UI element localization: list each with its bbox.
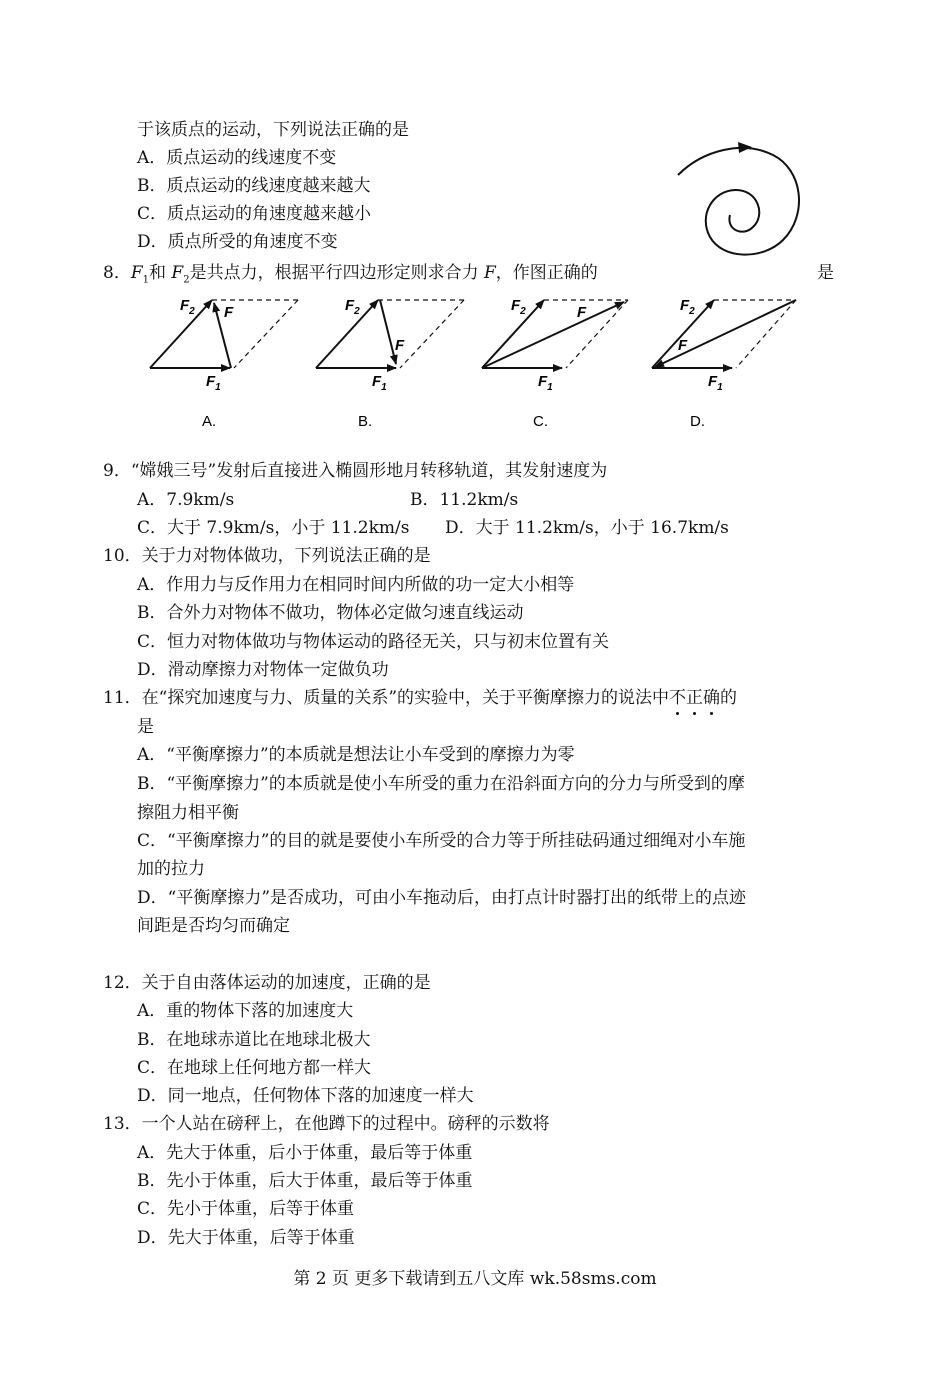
q8-and: 和 — [149, 263, 166, 283]
q12-option-a: A．重的物体下落的加速度大 — [137, 1001, 354, 1021]
q11-stem-text-b: 的 — [720, 688, 738, 708]
q11-stem-continuation: 是 — [137, 717, 154, 737]
q9-option-a: A．7.9km/s — [137, 490, 235, 510]
q10-option-d: D．滑动摩擦力对物体一定做负功 — [137, 660, 389, 680]
q8-stem — [103, 262, 598, 291]
figure-b — [316, 297, 464, 430]
spiral-trajectory-figure — [668, 135, 808, 265]
q10-stem: 10．关于力对物体做功，下列说法正确的是 — [103, 546, 431, 566]
q12-option-b: B．在地球赤道比在地球北极大 — [137, 1030, 371, 1050]
figure-b-f2-label: $F_2$ — [345, 297, 360, 317]
figure-c-f2-label: $F_2$ — [511, 297, 526, 317]
q13-option-c: C．先小于体重，后等于体重 — [137, 1199, 355, 1219]
figure-a-f2-label: $F_2$ — [180, 297, 195, 317]
q11-stem-text-a: 11．在“探究加速度与力、质量的关系”的实验中，关于平衡摩擦力的说法中 — [103, 688, 670, 708]
q10-option-c: C．恒力对物体做功与物体运动的路径无关，只与初末位置有关 — [137, 632, 610, 652]
q8-stem-end: 是 — [817, 263, 834, 283]
q12-option-c: C．在地球上任何地方都一样大 — [137, 1058, 372, 1078]
q9-option-c: C．大于 7.9km/s，小于 11.2km/s — [137, 518, 410, 538]
figure-a — [150, 297, 298, 430]
q9-option-d: D．大于 11.2km/s，小于 16.7km/s — [445, 518, 729, 538]
q13-stem: 13．一个人站在磅秤上，在他蹲下的过程中。磅秤的示数将 — [103, 1114, 550, 1134]
q13-option-b: B．先小于体重，后大于体重，最后等于体重 — [137, 1171, 473, 1191]
q7-option-a: A．质点运动的线速度不变 — [137, 148, 337, 168]
q8-number: 8． — [103, 263, 131, 283]
q11-option-c-continuation: 加的拉力 — [137, 859, 205, 879]
q10-option-a: A．作用力与反作用力在相同时间内所做的功一定大小相等 — [137, 575, 575, 595]
q8-figures — [140, 290, 820, 440]
page-footer[interactable]: 第 2 页 更多下载请到五八文库 wk.58sms.com — [293, 1269, 657, 1289]
q7-stem-continuation: 于该质点的运动，下列说法正确的是 — [137, 120, 409, 140]
q11-option-d-continuation: 间距是否均匀而确定 — [137, 916, 290, 936]
q9-stem: 9．“嫦娥三号”发射后直接进入椭圆形地月转移轨道，其发射速度为 — [103, 461, 608, 481]
figure-c-f1-label: $F_1$ — [538, 373, 553, 393]
q8-stem-text-b: ，作图正确的 — [495, 263, 598, 283]
figure-c — [482, 297, 628, 430]
q11-stem — [103, 687, 737, 709]
q8-f1-symbol: F — [130, 263, 143, 283]
figure-d-label: D. — [690, 413, 705, 430]
q8-stem-text-a: 是共点力，根据平行四边形定则求合力 — [189, 263, 479, 283]
q7-option-c: C．质点运动的角速度越来越小 — [137, 204, 372, 224]
figure-b-label: B. — [358, 413, 373, 430]
q8-f2-symbol: F — [171, 263, 184, 283]
q11-option-b: B．“平衡摩擦力”的本质就是使小车所受的重力在沿斜面方向的分力与所受到的摩 — [137, 774, 745, 794]
q8-f1-subscript: 1 — [142, 274, 149, 286]
figure-d-f1-label: $F_1$ — [708, 373, 723, 393]
q7-option-b: B．质点运动的线速度越来越大 — [137, 176, 371, 196]
q11-option-b-continuation: 擦阻力相平衡 — [137, 803, 239, 823]
q13-option-d: D．先大于体重，后等于体重 — [137, 1228, 355, 1248]
figure-c-label: C. — [533, 413, 548, 430]
figure-a-f-label: F — [224, 304, 234, 321]
q7-option-d: D．质点所受的角速度不变 — [137, 232, 338, 252]
q11-emphasis: 不 正 确 — [669, 688, 720, 708]
figure-d — [652, 297, 796, 430]
figure-a-label: A. — [202, 413, 217, 430]
figure-c-f-label: F — [577, 304, 587, 321]
q11-option-d: D．“平衡摩擦力”是否成功，可由小车拖动后，由打点计时器打出的纸带上的点迹 — [137, 888, 747, 908]
q8-f-symbol: F — [483, 263, 496, 283]
q11-option-a: A．“平衡摩擦力”的本质就是想法让小车受到的摩擦力为零 — [137, 745, 575, 765]
figure-d-f2-label: $F_2$ — [680, 297, 695, 317]
figure-b-f-label: F — [395, 337, 405, 354]
figure-d-f-label: F — [678, 337, 688, 354]
figure-a-f1-label: $F_1$ — [206, 373, 221, 393]
figure-b-f1-label: $F_1$ — [372, 373, 387, 393]
q10-option-b: B．合外力对物体不做功，物体必定做匀速直线运动 — [137, 603, 524, 623]
q8-f2-subscript: 2 — [183, 274, 190, 286]
q9-option-b: B．11.2km/s — [410, 490, 519, 510]
q13-option-a: A．先大于体重，后小于体重，最后等于体重 — [137, 1143, 473, 1163]
q12-stem: 12．关于自由落体运动的加速度，正确的是 — [103, 973, 431, 993]
q11-option-c: C．“平衡摩擦力”的目的就是要使小车所受的合力等于所挂砝码通过细绳对小车施 — [137, 831, 746, 851]
q12-option-d: D．同一地点，任何物体下落的加速度一样大 — [137, 1086, 474, 1106]
